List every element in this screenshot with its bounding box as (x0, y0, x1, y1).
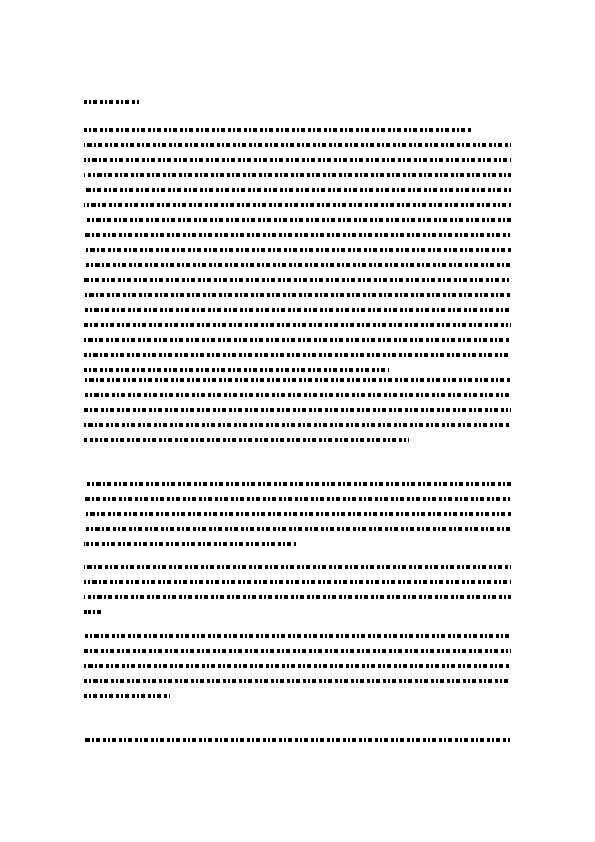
paragraph-text-line (84, 323, 511, 327)
paragraph-text-line (84, 738, 511, 742)
paragraph-text-line (84, 173, 511, 177)
paragraph-text-line (84, 542, 296, 546)
paragraph-text-line (84, 203, 511, 207)
paragraph (84, 128, 511, 383)
heading-text-line (84, 100, 140, 104)
paragraph-text-line (84, 438, 409, 442)
paragraph (84, 378, 511, 453)
paragraph-text-line (84, 610, 104, 614)
paragraph-text-line (84, 353, 511, 357)
paragraph-text-line (84, 338, 511, 342)
paragraph-text-line (84, 278, 511, 282)
paragraph-text-line (84, 143, 511, 147)
paragraph-text-line (84, 527, 511, 531)
paragraph (84, 565, 511, 625)
paragraph (84, 634, 511, 709)
paragraph-text-line (84, 482, 511, 486)
paragraph-text-line (84, 679, 511, 683)
paragraph-text-line (84, 158, 511, 162)
paragraph-text-line (84, 293, 511, 297)
paragraph-text-line (84, 512, 511, 516)
paragraph-text-line (84, 408, 511, 412)
paragraph-text-line (84, 664, 511, 668)
paragraph (84, 482, 511, 557)
paragraph-text-line (84, 233, 511, 237)
paragraph-text-line (84, 497, 511, 501)
paragraph-text-line (84, 565, 511, 569)
paragraph-text-line (84, 423, 511, 427)
paragraph-text-line (84, 649, 511, 653)
paragraph-text-line (84, 188, 511, 192)
document-heading (84, 95, 140, 109)
paragraph-text-line (84, 263, 511, 267)
paragraph-text-line (84, 218, 511, 222)
paragraph-text-line (84, 308, 511, 312)
paragraph-text-line (84, 248, 511, 252)
paragraph-text-line (84, 595, 511, 599)
paragraph-text-line (84, 378, 511, 382)
paragraph-text-line (84, 128, 471, 132)
paragraph-text-line (84, 580, 511, 584)
paragraph-text-line (84, 634, 511, 638)
paragraph-text-line (84, 694, 170, 698)
paragraph-text-line (84, 393, 511, 397)
paragraph-text-line (84, 368, 389, 372)
paragraph (84, 738, 511, 753)
